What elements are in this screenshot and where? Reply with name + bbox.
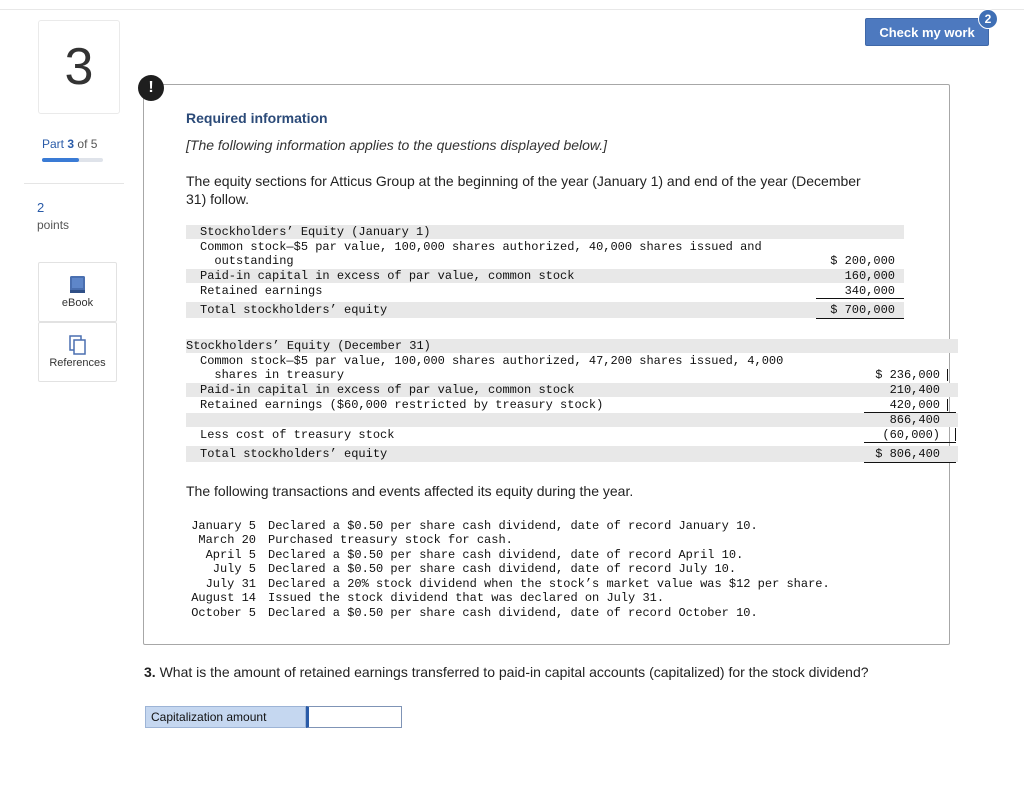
transaction-date: April 5 xyxy=(205,548,256,562)
dec-paid-in-label: Paid-in capital in excess of par value, common stock xyxy=(200,383,575,397)
question-number: 3 xyxy=(64,38,94,96)
dec-subtotal-amount: 866,400 xyxy=(889,413,940,427)
jan-heading: Stockholders’ Equity (January 1) xyxy=(186,225,904,239)
dec-total-label: Total stockholders’ equity xyxy=(200,447,388,461)
ebook-button[interactable] xyxy=(38,262,117,322)
jan-common-label-1: Common stock—$5 par value, 100,000 shares authorized, 40,000 shares issued and xyxy=(200,240,762,254)
dec-retained-amount: 420,000 xyxy=(889,398,940,412)
dec-subtotal-row xyxy=(186,413,958,427)
dec-common-label-2: shares in treasury xyxy=(200,368,345,382)
jan-total-rule xyxy=(816,318,904,319)
dec-col-tick xyxy=(947,369,948,381)
required-info-subtitle: [The following information applies to the questions displayed below.] xyxy=(186,137,608,153)
transaction-desc: Declared a 20% stock dividend when the stock’s market value was $12 per share. xyxy=(268,577,830,591)
jan-common-label-2: outstanding xyxy=(200,254,294,268)
check-my-work-button[interactable]: Check my work xyxy=(865,18,989,46)
references-label: References xyxy=(49,357,106,369)
part-progress-fill xyxy=(42,158,79,162)
part-of-total: of 5 xyxy=(77,137,98,151)
transaction-desc: Declared a $0.50 per share cash dividend, date of record April 10. xyxy=(268,548,744,562)
capitalization-amount-input[interactable] xyxy=(306,706,402,728)
jan-retained-amount: 340,000 xyxy=(844,284,895,298)
part-progress-bar xyxy=(42,158,103,162)
following-text: The following transactions and events affected its equity during the year. xyxy=(186,483,634,499)
question-number-card xyxy=(38,20,120,114)
question-text: What is the amount of retained earnings transferred to paid-in capital accounts (capitalized) for the stock dividend? xyxy=(159,664,869,680)
transaction-desc: Declared a $0.50 per share cash dividend, date of record October 10. xyxy=(268,606,758,620)
dec-paid-in-amount: 210,400 xyxy=(889,383,940,397)
dec-treasury-label: Less cost of treasury stock xyxy=(200,428,395,442)
intro-text: The equity sections for Atticus Group at the beginning of the year (January 1) and end of the year (December 31) follow. xyxy=(186,173,861,207)
dec-common-amount: $ 236,000 xyxy=(875,368,940,382)
transaction-date: March 20 xyxy=(198,533,256,547)
references-button[interactable] xyxy=(38,322,117,382)
dec-total-rule xyxy=(864,462,956,463)
alert-icon: ! xyxy=(138,75,164,101)
dec-common-label-1: Common stock—$5 par value, 100,000 shares authorized, 47,200 shares issued, 4,000 xyxy=(200,354,784,368)
points-label: points xyxy=(37,218,70,232)
transaction-date: January 5 xyxy=(191,519,256,533)
question-number-label: 3. xyxy=(144,664,156,680)
required-info-title: Required information xyxy=(186,110,328,126)
transaction-desc: Purchased treasury stock for cash. xyxy=(268,533,513,547)
transaction-desc: Declared a $0.50 per share cash dividend, date of record January 10. xyxy=(268,519,758,533)
capitalization-amount-label: Capitalization amount xyxy=(145,706,306,728)
jan-retained-label: Retained earnings xyxy=(200,284,323,298)
jan-paid-in-label: Paid-in capital in excess of par value, common stock xyxy=(200,269,575,283)
transaction-date: July 5 xyxy=(212,562,256,576)
attempts-badge: 2 xyxy=(978,9,998,29)
transaction-desc: Issued the stock dividend that was declared on July 31. xyxy=(268,591,665,605)
dec-retained-label: Retained earnings ($60,000 restricted by treasury stock) xyxy=(200,398,604,412)
transaction-date: August 14 xyxy=(191,591,256,605)
transaction-date: October 5 xyxy=(191,606,256,620)
question-prompt xyxy=(144,664,869,680)
jan-total-amount: $ 700,000 xyxy=(830,303,895,317)
points-value: 2 xyxy=(37,200,45,215)
dec-total-amount: $ 806,400 xyxy=(875,447,940,461)
ebook-label: eBook xyxy=(61,297,94,309)
transaction-date: July 31 xyxy=(205,577,256,591)
part-prefix: Part xyxy=(42,137,65,151)
jan-paid-in-amount: 160,000 xyxy=(844,269,895,283)
part-current: 3 xyxy=(67,137,75,151)
transaction-desc: Declared a $0.50 per share cash dividend, date of record July 10. xyxy=(268,562,737,576)
dec-treasury-amount: (60,000) xyxy=(882,428,940,442)
jan-common-amount: $ 200,000 xyxy=(830,254,895,268)
jan-subtotal-rule xyxy=(816,298,904,299)
jan-total-label: Total stockholders’ equity xyxy=(200,303,388,317)
dec-treasury-rule xyxy=(864,442,956,443)
rail-divider xyxy=(24,183,124,184)
part-indicator xyxy=(42,137,97,151)
dec-col-tick xyxy=(955,428,956,441)
dec-col-tick xyxy=(947,399,948,411)
top-divider xyxy=(0,9,1024,10)
dec-heading: Stockholders’ Equity (December 31) xyxy=(186,339,958,353)
